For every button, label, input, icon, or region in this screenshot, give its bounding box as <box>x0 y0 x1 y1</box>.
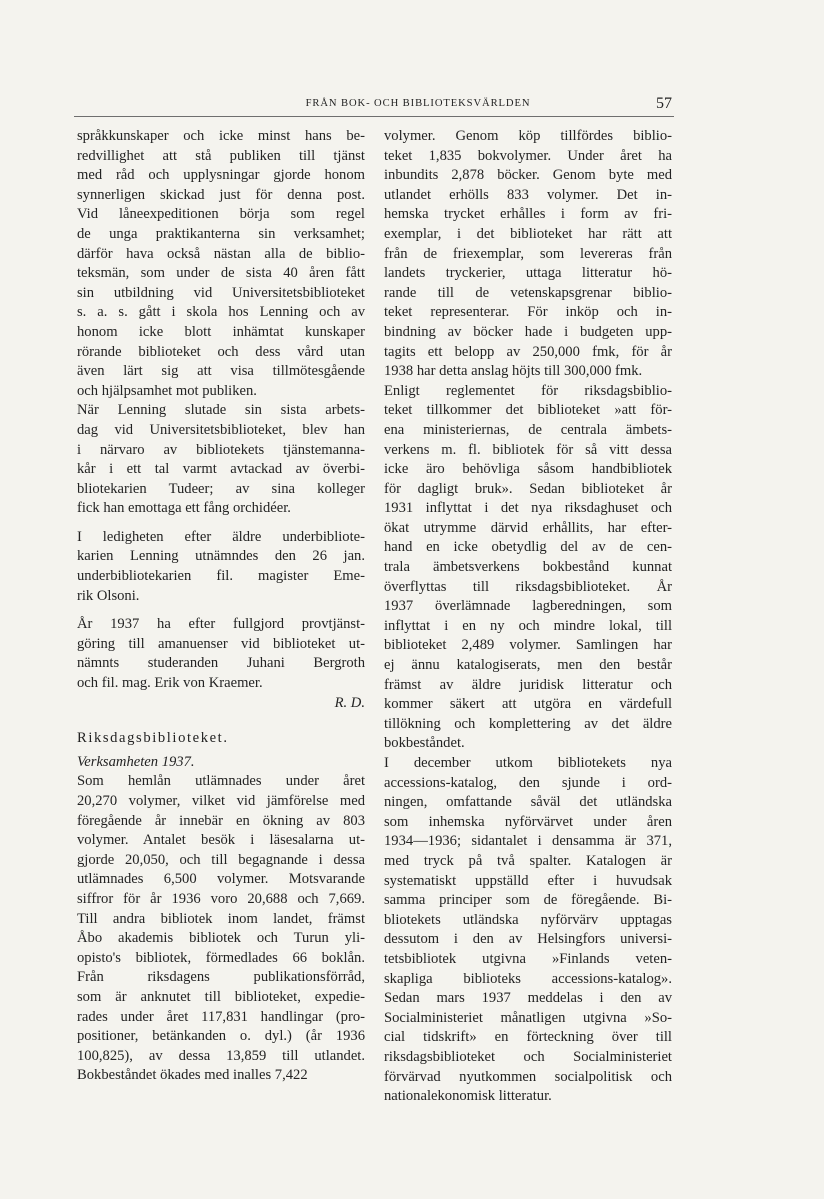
text-line: exemplar, i det biblioteket har rätt att <box>384 225 672 242</box>
text-line: När Lenning slutade sin sista arbets- <box>77 402 365 419</box>
text-line: fick han emottaga ett fång orchidéer. <box>77 500 291 517</box>
text-line: siffror för år 1936 voro 20,688 och 7,669. <box>77 890 365 907</box>
text-line: tagits ett belopp av 250,000 fmk, för år <box>384 343 672 360</box>
text-line: utlämnades 6,500 volymer. Motsvarande <box>77 871 365 888</box>
text-line: och hjälpsamhet mot publiken. <box>77 382 257 399</box>
text-line: från de friexemplar, som levereras från <box>384 245 672 262</box>
text-line: redvillighet att stå publiken till tjänst <box>77 147 365 164</box>
text-line: 20,270 volymer, vilket vid jämförelse med <box>77 793 365 809</box>
text-line: Sedan mars 1937 meddelas i den av <box>384 990 672 1007</box>
section-subheading: Verksamheten 1937. <box>77 753 195 770</box>
text-line: opisto's bibliotek, förmedlades 66 boklån. <box>77 949 365 966</box>
text-line: bokbeståndet. <box>384 735 465 752</box>
running-title: FRÅN BOK- OCH BIBLIOTEKSVÄRLDEN <box>305 98 531 109</box>
text-line: tillökning och komplettering av det äldre <box>384 715 672 732</box>
page-number: 57 <box>656 95 672 112</box>
text-line: samma principer som de föregående. Bi- <box>384 892 672 909</box>
text-line: volymer. Antalet besök i läsesalarna ut- <box>77 832 365 849</box>
text-line: volymer. Genom köp tillfördes biblio- <box>384 128 672 144</box>
text-line: verkens m. fl. bibliotek för så vitt dessa <box>384 441 672 458</box>
text-line: trala ämbetsverkens bokbestånd kunnat <box>384 559 672 576</box>
text-line: hemska trycket erhålles i form av fri- <box>384 206 672 223</box>
text-line: Vid låneexpeditionen börja som regel <box>77 206 365 223</box>
left-column <box>77 127 365 1086</box>
text-line: sin utbildning vid Universitetsbiblioteket <box>77 284 365 301</box>
text-line: förvärvad nyutkommen socialpolitisk och <box>384 1068 672 1085</box>
text-line: kår i ett tal varmt avtackad av överbi- <box>77 461 365 478</box>
text-line: accessions-katalog, den sjunde i ord- <box>384 774 672 791</box>
text-line: landets tryckerier, uttaga litteratur hö- <box>384 265 672 282</box>
text-line: I ledigheten efter äldre underbibliote- <box>77 528 365 545</box>
paragraph-gap <box>77 606 365 615</box>
text-line: teksmän, som under de sista 40 åren fått <box>77 265 365 282</box>
text-line: ökat utrymme därvid erhållits, har efter- <box>384 519 672 536</box>
text-line: icke äro behövliga såsom handbibliotek <box>384 461 672 478</box>
text-line: rörande biblioteket och dess vård utan <box>77 343 365 360</box>
text-line: riksdagsbiblioteket och Socialministeriet <box>384 1048 672 1065</box>
text-line: de unga praktikanterna sin verksamhet; <box>77 225 365 242</box>
text-line: och fil. mag. Erik von Kraemer. <box>77 675 263 692</box>
text-line: Enligt reglementet för riksdagsbiblio- <box>384 382 672 399</box>
text-line: ena ministeriernas, de centrala ämbets- <box>384 421 672 438</box>
page-header <box>74 96 674 117</box>
text-line: nationalekonomisk litteratur. <box>384 1088 552 1105</box>
text-line: bliotekets utländska nyförvärv upptagas <box>384 911 672 928</box>
text-line: Från riksdagens publikationsförråd, <box>77 969 365 986</box>
text-line: s. a. s. gått i skola hos Lenning och av <box>77 304 365 321</box>
text-line: hand en icke obetydlig del av de cen- <box>384 539 672 556</box>
text-line: inflyttat i en ny och mindre lokal, till <box>384 617 672 634</box>
author-signature: R. D. <box>334 694 365 711</box>
text-line: dessutom i den av Helsingfors universi- <box>384 931 672 948</box>
text-line: ej ännu katalogiserats, men den består <box>384 657 672 674</box>
text-line: karien Lenning utnämndes den 26 jan. <box>77 548 365 565</box>
text-line: teket representerar. För inköp och in- <box>384 304 672 321</box>
text-line: rande till de vetenskapsgrenar biblio- <box>384 284 672 301</box>
text-line: underbibliotekarien fil. magister Eme- <box>77 568 365 585</box>
text-line: med tryck på två spalter. Katalogen är <box>384 852 672 869</box>
text-line: som inhemska nyförvärvet under åren <box>384 813 672 830</box>
text-line: överflyttas till riksdagsbiblioteket. År <box>384 578 672 595</box>
text-line: göring till amanuenser vid biblioteket ut- <box>77 635 365 652</box>
text-line: dag vid Universitetsbiblioteket, blev han <box>77 421 365 438</box>
text-line: 1931 inflyttat i det nya riksdaghuset och <box>384 500 672 517</box>
text-line: för dagligt bruk». Sedan biblioteket år <box>384 480 672 497</box>
text-line: i närvaro av bibliotekets tjänstemanna- <box>77 441 365 458</box>
text-line: föregående år innebär en ökning av 803 <box>77 812 365 829</box>
text-line: cial tidskrift» en förteckning över till <box>384 1029 672 1046</box>
text-line: nämnts studeranden Juhani Bergroth <box>77 655 365 672</box>
text-line: 1938 har detta anslag höjts till 300,000 fmk. <box>384 363 643 380</box>
paragraph-gap <box>77 519 365 528</box>
text-line: gjorde 20,050, och till begagnande i dessa <box>77 851 365 868</box>
text-line: synnerligen skickad just för denna post. <box>77 186 365 203</box>
text-line: Som hemlån utlämnades under året <box>77 773 365 790</box>
text-line: Socialministeriet månatligen utgivna »So- <box>384 1009 672 1026</box>
text-line: 1937 överlämnade lagberedningen, som <box>384 598 672 615</box>
text-line: även lärt sig att visa tillmötesgående <box>77 363 365 380</box>
text-line: biblioteket 2,489 volymer. Samlingen har <box>384 637 672 654</box>
text-line: 1934—1936; sidantalet i densamma är 371, <box>384 833 672 850</box>
text-line: kommer säkert att utgöra en värdefull <box>384 696 672 713</box>
text-line: som är anknutet till biblioteket, expedie- <box>77 988 365 1005</box>
text-line: År 1937 ha efter fullgjord provtjänst- <box>77 616 365 633</box>
text-line: honom icke blott inhämtat kunskaper <box>77 323 365 340</box>
text-line: rades under året 117,831 handlingar (pro- <box>77 1008 365 1025</box>
text-line: tetsbibliotek utgivna »Finlands veten- <box>384 950 672 967</box>
text-line: systematiskt uppställd efter i huvudsak <box>384 872 672 889</box>
text-line: utlandet erhölls 833 volymer. Det in- <box>384 186 672 203</box>
text-line: positioner, betänkanden o. dyl.) (år 1936 <box>77 1028 365 1045</box>
text-line: främst av äldre juridisk litteratur och <box>384 676 672 693</box>
text-line: Bokbeståndet ökades med inalles 7,422 <box>77 1067 308 1084</box>
right-column <box>384 127 672 1107</box>
text-line: därför hava också nästan alla de biblio- <box>77 245 365 262</box>
text-line: inbundits 2,878 böcker. Genom byte med <box>384 167 672 184</box>
text-line: teket 1,835 bokvolymer. Under året ha <box>384 147 672 164</box>
text-line: skapliga biblioteks accessions-katalog». <box>384 970 672 987</box>
text-line: bliotekarien Tudeer; av sina kolleger <box>77 480 365 497</box>
text-line: I december utkom bibliotekets nya <box>384 755 672 771</box>
text-line: Till andra bibliotek inom landet, främst <box>77 910 365 927</box>
text-line: teket tillkommer det biblioteket »att för- <box>384 402 672 419</box>
text-line: Åbo akademis bibliotek och Turun yli- <box>77 930 365 947</box>
text-line: bindning av böcker hade i budgeten upp- <box>384 323 672 340</box>
text-line: 100,825), av dessa 13,859 till utlandet. <box>77 1047 365 1064</box>
text-line: ningen, omfattande såväl det utländska <box>384 794 672 811</box>
text-line: med råd och upplysningar gjorde honom <box>77 167 365 184</box>
section-heading: Riksdagsbiblioteket. <box>77 730 229 747</box>
text-line: språkkunskaper och icke minst hans be- <box>77 128 365 144</box>
text-line: rik Olsoni. <box>77 587 140 604</box>
